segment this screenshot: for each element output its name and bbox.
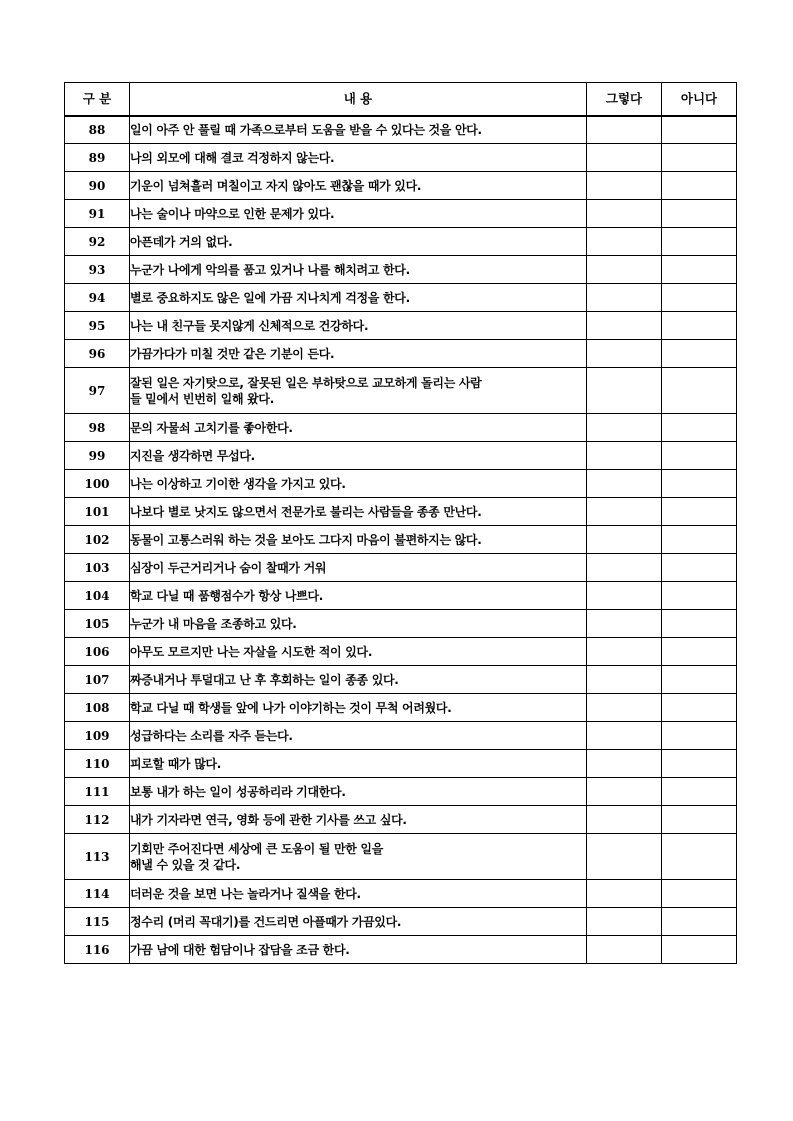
question-number: 111 [65, 778, 130, 806]
question-text [130, 638, 587, 666]
answer-no-cell[interactable] [662, 470, 737, 498]
answer-no-cell[interactable] [662, 722, 737, 750]
question-text-line: 해낼 수 있을 것 같다. [130, 857, 241, 872]
question-number: 92 [65, 228, 130, 256]
answer-no-cell[interactable] [662, 834, 737, 880]
question-text-line: 심장이 두근거리거나 숨이 찰때가 거워 [130, 560, 327, 575]
question-text-line: 누군가 내 마음을 조종하고 있다. [130, 616, 297, 631]
answer-yes-cell[interactable] [587, 554, 662, 582]
question-text-line: 나는 술이나 마약으로 인한 문제가 있다. [130, 206, 335, 221]
question-row [65, 666, 737, 694]
question-text [130, 116, 587, 144]
answer-yes-cell[interactable] [587, 498, 662, 526]
question-text [130, 442, 587, 470]
question-row [65, 414, 737, 442]
answer-yes-cell[interactable] [587, 834, 662, 880]
answer-yes-cell[interactable] [587, 200, 662, 228]
question-text [130, 414, 587, 442]
answer-yes-cell[interactable] [587, 256, 662, 284]
answer-yes-cell[interactable] [587, 694, 662, 722]
question-text [130, 880, 587, 908]
question-text-line: 기운이 넘쳐흘러 며칠이고 자지 않아도 괜찮을 때가 있다. [130, 178, 422, 193]
header-yes: 그렇다 [587, 83, 662, 116]
question-number: 103 [65, 554, 130, 582]
answer-yes-cell[interactable] [587, 806, 662, 834]
question-text-line: 잘된 일은 자기탓으로, 잘못된 일은 부하탓으로 교모하게 돌리는 사람 [130, 375, 482, 390]
question-text [130, 582, 587, 610]
header-content: 내 용 [130, 83, 587, 116]
answer-no-cell[interactable] [662, 610, 737, 638]
question-number: 101 [65, 498, 130, 526]
question-text-line: 내가 기자라면 연극, 영화 등에 관한 기사를 쓰고 싶다. [130, 812, 407, 827]
question-text [130, 470, 587, 498]
answer-no-cell[interactable] [662, 144, 737, 172]
question-row [65, 908, 737, 936]
question-text-line: 문의 자물쇠 고치기를 좋아한다. [130, 420, 293, 435]
answer-yes-cell[interactable] [587, 908, 662, 936]
question-row [65, 172, 737, 200]
question-row [65, 778, 737, 806]
question-number: 94 [65, 284, 130, 312]
question-text-line: 성급하다는 소리를 자주 듣는다. [130, 728, 293, 743]
answer-yes-cell[interactable] [587, 750, 662, 778]
header-no: 아니다 [662, 83, 737, 116]
question-text [130, 908, 587, 936]
question-text [130, 144, 587, 172]
question-text [130, 806, 587, 834]
question-text-line: 별로 중요하지도 않은 일에 가끔 지나치게 걱정을 한다. [130, 290, 410, 305]
question-number: 100 [65, 470, 130, 498]
question-number: 88 [65, 116, 130, 144]
question-number: 113 [65, 834, 130, 880]
answer-no-cell[interactable] [662, 582, 737, 610]
answer-yes-cell[interactable] [587, 936, 662, 964]
question-row [65, 228, 737, 256]
answer-yes-cell[interactable] [587, 470, 662, 498]
question-row [65, 554, 737, 582]
answer-no-cell[interactable] [662, 200, 737, 228]
answer-no-cell[interactable] [662, 638, 737, 666]
question-row [65, 750, 737, 778]
question-row [65, 284, 737, 312]
question-text-line: 나는 내 친구들 못지않게 신체적으로 건강하다. [130, 318, 369, 333]
question-text-line: 아픈데가 거의 없다. [130, 234, 233, 249]
question-text [130, 750, 587, 778]
question-text [130, 228, 587, 256]
answer-no-cell[interactable] [662, 228, 737, 256]
answer-no-cell[interactable] [662, 694, 737, 722]
question-text-line: 일이 아주 안 풀릴 때 가족으로부터 도움을 받을 수 있다는 것을 안다. [130, 122, 482, 137]
answer-no-cell[interactable] [662, 526, 737, 554]
question-text [130, 610, 587, 638]
question-number: 91 [65, 200, 130, 228]
answer-no-cell[interactable] [662, 442, 737, 470]
answer-yes-cell[interactable] [587, 778, 662, 806]
question-number: 90 [65, 172, 130, 200]
answer-yes-cell[interactable] [587, 610, 662, 638]
answer-no-cell[interactable] [662, 666, 737, 694]
question-text [130, 284, 587, 312]
answer-yes-cell[interactable] [587, 116, 662, 144]
question-rows [65, 116, 737, 964]
question-row [65, 116, 737, 144]
question-row [65, 638, 737, 666]
question-text-line: 나는 이상하고 기이한 생각을 가지고 있다. [130, 476, 346, 491]
question-number: 107 [65, 666, 130, 694]
question-row [65, 470, 737, 498]
answer-no-cell[interactable] [662, 554, 737, 582]
question-number: 110 [65, 750, 130, 778]
answer-yes-cell[interactable] [587, 144, 662, 172]
question-text-line: 학교 다닐 때 품행점수가 항상 나쁘다. [130, 588, 324, 603]
question-row [65, 312, 737, 340]
question-number: 116 [65, 936, 130, 964]
question-text [130, 526, 587, 554]
answer-no-cell[interactable] [662, 368, 737, 414]
answer-yes-cell[interactable] [587, 638, 662, 666]
question-text-line: 학교 다닐 때 학생들 앞에 나가 이야기하는 것이 무척 어려웠다. [130, 700, 452, 715]
question-text-line: 보통 내가 하는 일이 성공하리라 기대한다. [130, 784, 346, 799]
question-text-line: 아무도 모르지만 나는 자살을 시도한 적이 있다. [130, 644, 373, 659]
answer-no-cell[interactable] [662, 256, 737, 284]
question-text-line: 더러운 것을 보면 나는 놀라거나 질색을 한다. [130, 886, 361, 901]
question-text [130, 694, 587, 722]
answer-no-cell[interactable] [662, 312, 737, 340]
question-text [130, 936, 587, 964]
question-row [65, 200, 737, 228]
answer-no-cell[interactable] [662, 414, 737, 442]
question-number: 108 [65, 694, 130, 722]
question-text [130, 554, 587, 582]
question-text [130, 340, 587, 368]
question-text-line: 피로할 때가 많다. [130, 756, 222, 771]
question-number: 106 [65, 638, 130, 666]
answer-yes-cell[interactable] [587, 582, 662, 610]
question-number: 93 [65, 256, 130, 284]
question-row [65, 368, 737, 414]
question-row [65, 256, 737, 284]
answer-yes-cell[interactable] [587, 228, 662, 256]
answer-no-cell[interactable] [662, 908, 737, 936]
answer-no-cell[interactable] [662, 116, 737, 144]
question-number: 105 [65, 610, 130, 638]
question-row [65, 694, 737, 722]
answer-no-cell[interactable] [662, 806, 737, 834]
answer-yes-cell[interactable] [587, 172, 662, 200]
question-row [65, 498, 737, 526]
answer-no-cell[interactable] [662, 936, 737, 964]
question-text-line: 짜증내거나 투덜대고 난 후 후회하는 일이 종종 있다. [130, 672, 399, 687]
question-number: 112 [65, 806, 130, 834]
question-text [130, 368, 587, 414]
question-number: 114 [65, 880, 130, 908]
questionnaire-table [64, 82, 737, 964]
question-text [130, 834, 587, 880]
question-text-line: 정수리 (머리 꼭대기)를 건드리면 아플때가 가끔있다. [130, 914, 402, 929]
question-row [65, 880, 737, 908]
question-row [65, 722, 737, 750]
answer-yes-cell[interactable] [587, 284, 662, 312]
answer-yes-cell[interactable] [587, 880, 662, 908]
question-number: 95 [65, 312, 130, 340]
question-text [130, 200, 587, 228]
question-number: 99 [65, 442, 130, 470]
question-text-line: 나보다 별로 낫지도 않으면서 전문가로 불리는 사람들을 종종 만난다. [130, 504, 482, 519]
question-row [65, 610, 737, 638]
answer-yes-cell[interactable] [587, 526, 662, 554]
answer-yes-cell[interactable] [587, 722, 662, 750]
questionnaire-sheet [64, 82, 736, 964]
question-text-line: 들 밑에서 빈번히 일해 왔다. [130, 391, 274, 406]
question-row [65, 582, 737, 610]
question-number: 102 [65, 526, 130, 554]
question-text-line: 동물이 고통스러워 하는 것을 보아도 그다지 마음이 불편하지는 않다. [130, 532, 482, 547]
answer-yes-cell[interactable] [587, 414, 662, 442]
answer-yes-cell[interactable] [587, 368, 662, 414]
question-number: 97 [65, 368, 130, 414]
answer-no-cell[interactable] [662, 498, 737, 526]
question-text [130, 666, 587, 694]
answer-yes-cell[interactable] [587, 312, 662, 340]
question-text [130, 256, 587, 284]
question-text-line: 지진을 생각하면 무섭다. [130, 448, 255, 463]
question-text-line: 누군가 나에게 악의를 품고 있거나 나를 해치려고 한다. [130, 262, 410, 277]
question-number: 104 [65, 582, 130, 610]
question-row [65, 144, 737, 172]
answer-yes-cell[interactable] [587, 666, 662, 694]
question-row [65, 806, 737, 834]
question-text [130, 498, 587, 526]
answer-yes-cell[interactable] [587, 340, 662, 368]
question-number: 109 [65, 722, 130, 750]
question-text-line: 기회만 주어진다면 세상에 큰 도움이 될 만한 일을 [130, 841, 383, 856]
answer-no-cell[interactable] [662, 284, 737, 312]
question-row [65, 834, 737, 880]
answer-yes-cell[interactable] [587, 442, 662, 470]
question-number: 98 [65, 414, 130, 442]
answer-no-cell[interactable] [662, 778, 737, 806]
question-text [130, 778, 587, 806]
answer-no-cell[interactable] [662, 880, 737, 908]
question-number: 96 [65, 340, 130, 368]
question-text [130, 312, 587, 340]
answer-no-cell[interactable] [662, 340, 737, 368]
header-number: 구 분 [65, 83, 130, 116]
header-row [65, 83, 737, 116]
question-row [65, 526, 737, 554]
question-text-line: 가끔가다가 미칠 것만 같은 기분이 든다. [130, 346, 335, 361]
question-number: 89 [65, 144, 130, 172]
question-text [130, 722, 587, 750]
question-text [130, 172, 587, 200]
question-row [65, 340, 737, 368]
question-text-line: 나의 외모에 대해 결코 걱정하지 않는다. [130, 150, 335, 165]
question-number: 115 [65, 908, 130, 936]
question-row [65, 442, 737, 470]
answer-no-cell[interactable] [662, 750, 737, 778]
question-text-line: 가끔 남에 대한 험담이나 잡담을 조금 한다. [130, 942, 350, 957]
question-row [65, 936, 737, 964]
answer-no-cell[interactable] [662, 172, 737, 200]
